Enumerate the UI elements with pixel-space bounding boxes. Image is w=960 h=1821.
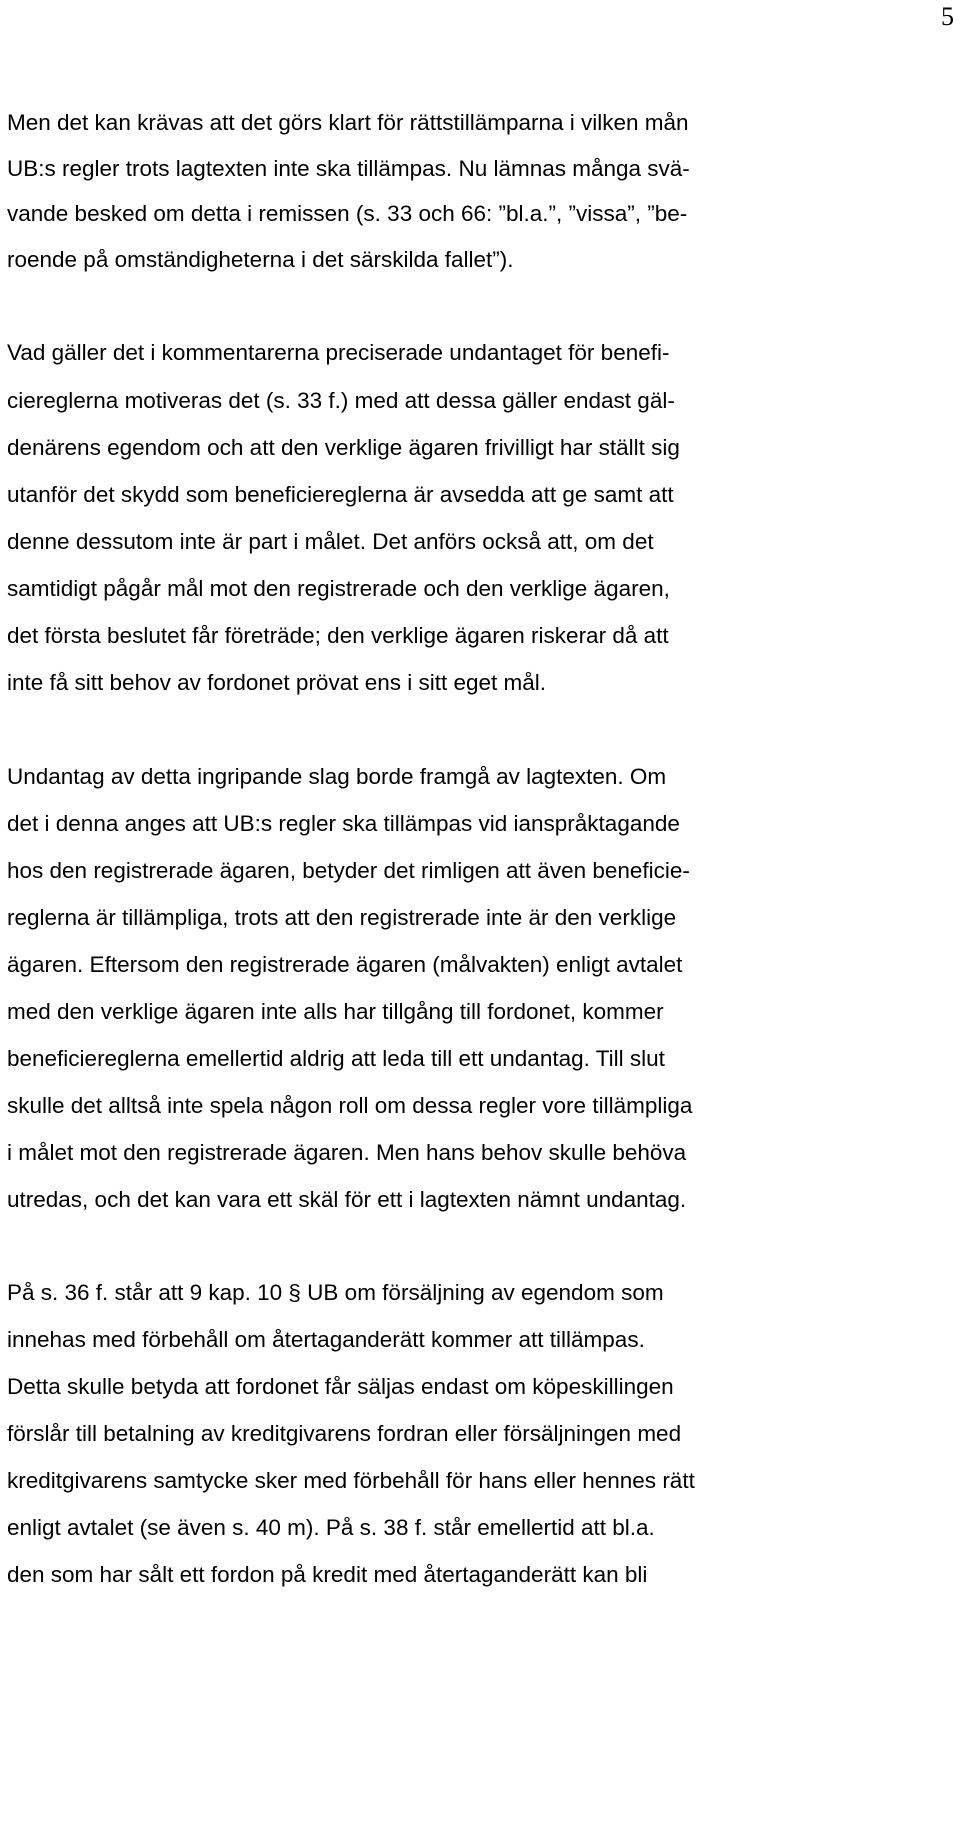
text-line: förslår till betalning av kreditgivarens fordran eller försäljningen med bbox=[7, 1421, 682, 1446]
text-line: denne dessutom inte är part i målet. Det anförs också att, om det bbox=[7, 529, 654, 554]
text-line: Men det kan krävas att det görs klart för rättstillämparna i vilken mån bbox=[7, 110, 689, 135]
text-line: ägaren. Eftersom den registrerade ägaren (målvakten) enligt avtalet bbox=[7, 952, 683, 977]
page-number: 5 bbox=[941, 2, 954, 31]
text-line: UB:s regler trots lagtexten inte ska tillämpas. Nu lämnas många svä- bbox=[7, 156, 690, 181]
text-line: Detta skulle betyda att fordonet får säljas endast om köpeskillingen bbox=[7, 1374, 674, 1399]
text-line: enligt avtalet (se även s. 40 m). På s. 38 f. står emellertid att bl.a. bbox=[7, 1515, 655, 1540]
text-line: ciereglerna motiveras det (s. 33 f.) med att dessa gäller endast gäl- bbox=[7, 388, 675, 413]
text-line: skulle det alltså inte spela någon roll om dessa regler vore tillämpliga bbox=[7, 1093, 693, 1118]
text-line: innehas med förbehåll om återtaganderätt kommer att tillämpas. bbox=[7, 1327, 645, 1352]
text-line: med den verklige ägaren inte alls har tillgång till fordonet, kommer bbox=[7, 999, 664, 1024]
text-line: På s. 36 f. står att 9 kap. 10 § UB om försäljning av egendom som bbox=[7, 1280, 664, 1305]
text-line: roende på omständigheterna i det särskilda fallet”). bbox=[7, 247, 514, 272]
text-line: hos den registrerade ägaren, betyder det rimligen att även beneficie- bbox=[7, 858, 690, 883]
text-line: kreditgivarens samtycke sker med förbehåll för hans eller hennes rätt bbox=[7, 1468, 695, 1493]
text-line: Undantag av detta ingripande slag borde framgå av lagtexten. Om bbox=[7, 764, 667, 789]
text-line: i målet mot den registrerade ägaren. Men hans behov skulle behöva bbox=[7, 1140, 687, 1165]
text-line: reglerna är tillämpliga, trots att den registrerade inte är den verklige bbox=[7, 905, 677, 930]
text-line: inte få sitt behov av fordonet prövat ens i sitt eget mål. bbox=[7, 670, 547, 695]
text-line: utanför det skydd som beneficiereglerna är avsedda att ge samt att bbox=[7, 482, 674, 507]
text-line: beneficiereglerna emellertid aldrig att leda till ett undantag. Till slut bbox=[7, 1046, 665, 1071]
text-line: vande besked om detta i remissen (s. 33 och 66: ”bl.a.”, ”vissa”, ”be- bbox=[7, 201, 688, 226]
text-line: det i denna anges att UB:s regler ska tillämpas vid ianspråktagande bbox=[7, 811, 680, 836]
text-line: det första beslutet får företräde; den verklige ägaren riskerar då att bbox=[7, 623, 669, 648]
text-line: samtidigt pågår mål mot den registrerade och den verklige ägaren, bbox=[7, 576, 670, 601]
text-line: Vad gäller det i kommentarerna preciserade undantaget för benefi- bbox=[7, 340, 670, 365]
text-line: utredas, och det kan vara ett skäl för ett i lagtexten nämnt undantag. bbox=[7, 1187, 687, 1212]
text-line: den som har sålt ett fordon på kredit med återtaganderätt kan bli bbox=[7, 1562, 648, 1587]
text-line: denärens egendom och att den verklige ägaren frivilligt har ställt sig bbox=[7, 435, 680, 460]
